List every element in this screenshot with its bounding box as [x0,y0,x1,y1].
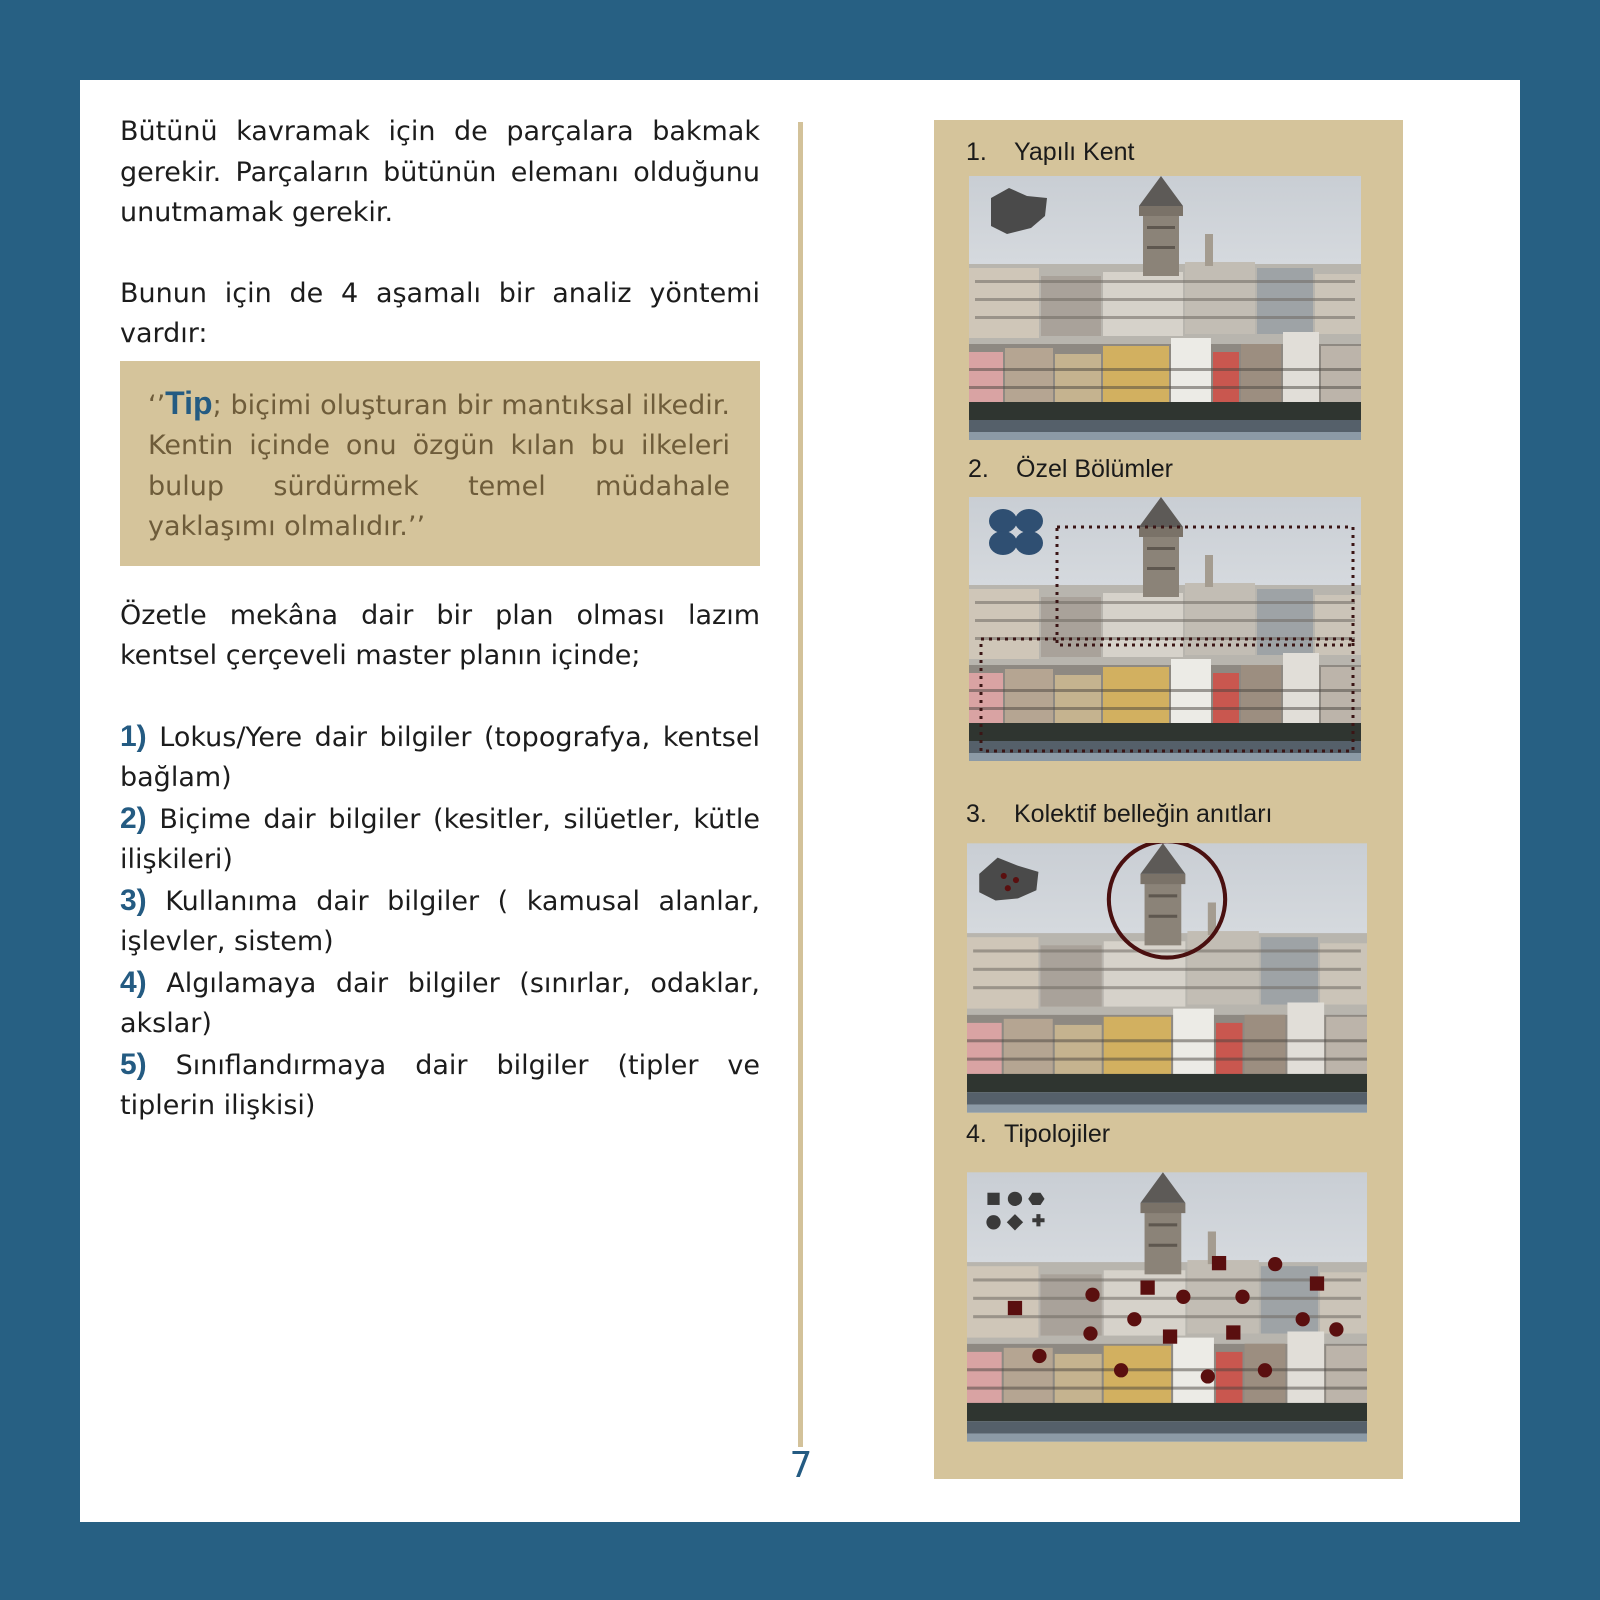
list-number: 5) [120,1047,147,1081]
quote-text: ; biçimi oluşturan bir mantıksal ilkedir. Kentin içinde onu özgün kılan bu ilkeleri bulup sürdürmek temel müdahale yaklaşımı olmalıdır.’’ [148,389,730,542]
page-number: 7 [789,1445,813,1486]
city-photo-3 [967,843,1367,1113]
section-title: Tipolojiler [1004,1120,1111,1148]
left-column [120,112,760,1127]
section-number: 1. [966,138,987,166]
list-number: 2) [120,801,147,835]
section-title: Yapılı Kent [1014,138,1135,166]
page [80,80,1520,1522]
list-item [120,717,760,799]
tip-quote-box [120,361,760,566]
section-title: Kolektif belleğin anıtları [1014,800,1273,828]
list-item [120,963,760,1045]
section-caption-1 [966,138,1134,167]
list-number: 1) [120,719,147,753]
city-photo-1 [969,176,1361,440]
section-caption-3 [966,800,1272,829]
city-photo-2 [969,497,1361,761]
list-number: 4) [120,965,147,999]
quote-tip-word: Tip [165,384,213,421]
section-caption-4 [966,1120,1110,1149]
list-text: Sınıflandırmaya dair bilgiler (tipler ve tiplerin ilişkisi) [120,1049,760,1121]
quote-open-mark: ‘’ [148,389,166,421]
list-text: Kullanıma dair bilgiler ( kamusal alanlar, işlevler, sistem) [120,885,760,957]
list-item [120,799,760,881]
list-text: Algılamaya dair bilgiler (sınırlar, odaklar, akslar) [120,967,760,1039]
city-photo-4 [967,1172,1367,1442]
section-caption-2 [968,455,1173,484]
section-number: 3. [966,800,987,828]
intro-paragraph: Bütünü kavramak için de parçalara bakmak gerekir. Parçaların bütünün elemanı olduğunu unutmamak gerekir. [120,116,760,228]
info-list [120,717,760,1127]
summary-paragraph: Özetle mekâna dair bir plan olması lazım kentsel çerçeveli master planın içinde; [120,599,760,671]
column-divider [798,122,803,1447]
section-number: 2. [968,455,989,483]
section-title: Özel Bölümler [1016,455,1173,483]
list-item [120,881,760,963]
list-text: Biçime dair bilgiler (kesitler, silüetler, kütle ilişkileri) [120,803,760,875]
list-item [120,1045,760,1127]
section-number: 4. [966,1120,987,1148]
list-number: 3) [120,883,147,917]
list-text: Lokus/Yere dair bilgiler (topografya, kentsel bağlam) [120,721,760,793]
analysis-panel [934,120,1403,1479]
method-paragraph: Bunun için de 4 aşamalı bir analiz yöntemi vardır: [120,277,760,349]
